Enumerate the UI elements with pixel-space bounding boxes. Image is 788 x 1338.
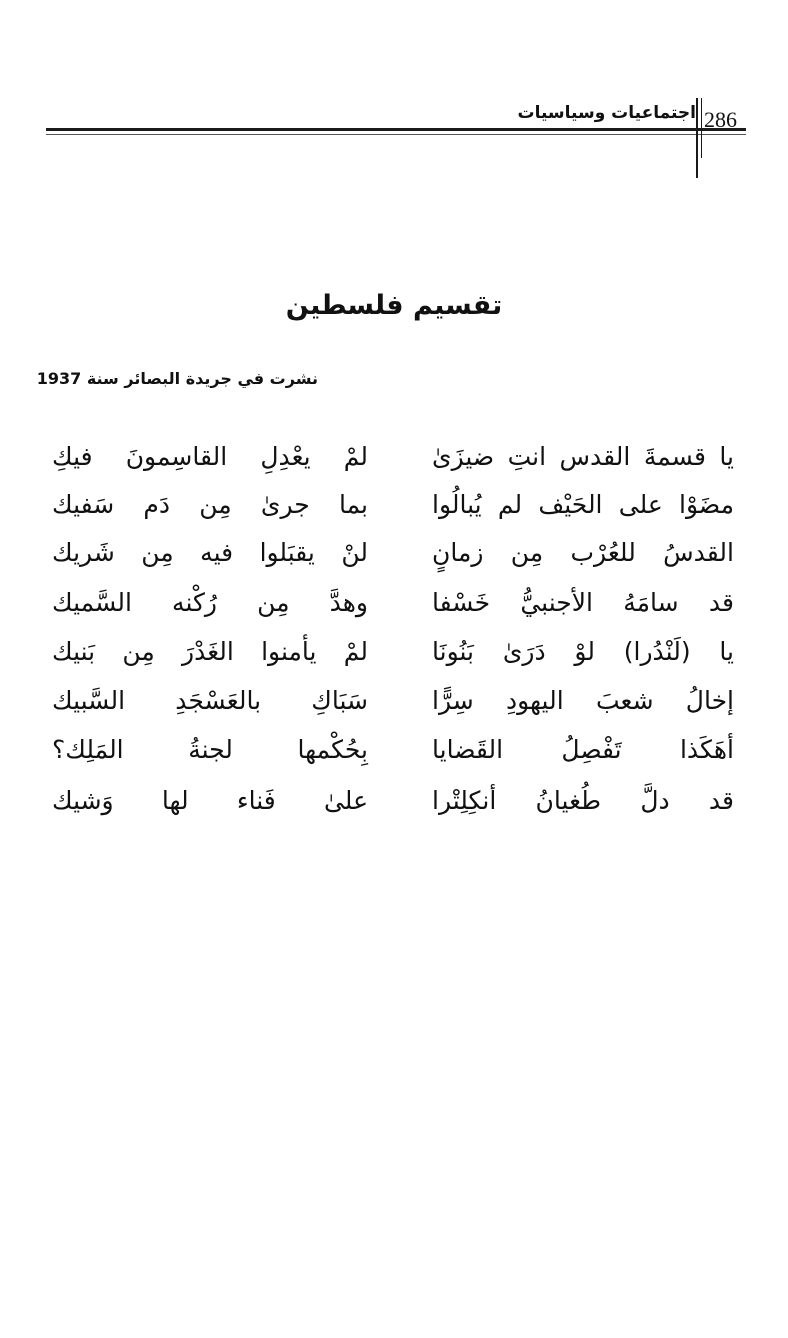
verse-first-hemistich: يا قسمةَ القدس انتِ ضيزَىٰ bbox=[432, 442, 734, 471]
verse-line bbox=[40, 434, 740, 480]
header-rule-thin bbox=[46, 134, 746, 135]
verse-first-hemistich: قد دلَّ طُغيانُ أنكِلِتْرا bbox=[432, 786, 734, 815]
poem-verses bbox=[40, 434, 740, 834]
verse-second-hemistich: بما جرىٰ مِن دَم سَفيك bbox=[52, 490, 368, 519]
verse-second-hemistich: لمْ يعْدِلِ القاسِمونَ فيكِ bbox=[52, 442, 368, 471]
verse-line bbox=[40, 580, 740, 626]
header-rule bbox=[46, 128, 746, 131]
verse-first-hemistich: أهَكَذا تَفْصِلُ القَضايا bbox=[432, 735, 734, 764]
verse-first-hemistich: القدسُ للعُرْب مِن زمانٍ bbox=[432, 538, 734, 567]
verse-line bbox=[40, 678, 740, 724]
verse-second-hemistich: لنْ يقبَلوا فيه مِن شَريك bbox=[52, 538, 368, 567]
running-header-title: اجتماعيات وسياسيات bbox=[517, 103, 696, 123]
verse-second-hemistich: لمْ يأمنوا الغَدْرَ مِن بَنيك bbox=[52, 637, 368, 666]
verse-line bbox=[40, 727, 740, 773]
verse-first-hemistich: إخالُ شعبَ اليهودِ سِرًّا bbox=[432, 686, 734, 715]
page-number: 286 bbox=[704, 107, 737, 132]
verse-line bbox=[40, 778, 740, 824]
verse-second-hemistich: وهدَّ مِن رُكْنه السَّميك bbox=[52, 588, 368, 617]
verse-first-hemistich: قد سامَهُ الأجنبيُّ خَسْفا bbox=[432, 588, 734, 617]
verse-line bbox=[40, 530, 740, 576]
verse-second-hemistich: بِحُكْمها لجنةُ المَلِك؟ bbox=[52, 735, 368, 764]
header-vertical-bar bbox=[696, 98, 698, 178]
verse-line bbox=[40, 482, 740, 528]
publication-note: نشرت في جريدة البصائر سنة 1937 bbox=[36, 369, 318, 388]
header-vertical-bar-thin bbox=[701, 98, 702, 158]
verse-first-hemistich: مضَوْا على الحَيْف لم يُبالُوا bbox=[432, 490, 734, 519]
verse-second-hemistich: سَبَاكِ بالعَسْجَدِ السَّبيك bbox=[52, 686, 368, 715]
verse-second-hemistich: علىٰ فَناء لها وَشيك bbox=[52, 786, 368, 815]
verse-first-hemistich: يا (لَنْدُرا) لوْ دَرَىٰ بَنُونَا bbox=[432, 637, 734, 666]
poem-title: تقسيم فلسطين bbox=[285, 290, 503, 321]
verse-line bbox=[40, 629, 740, 675]
